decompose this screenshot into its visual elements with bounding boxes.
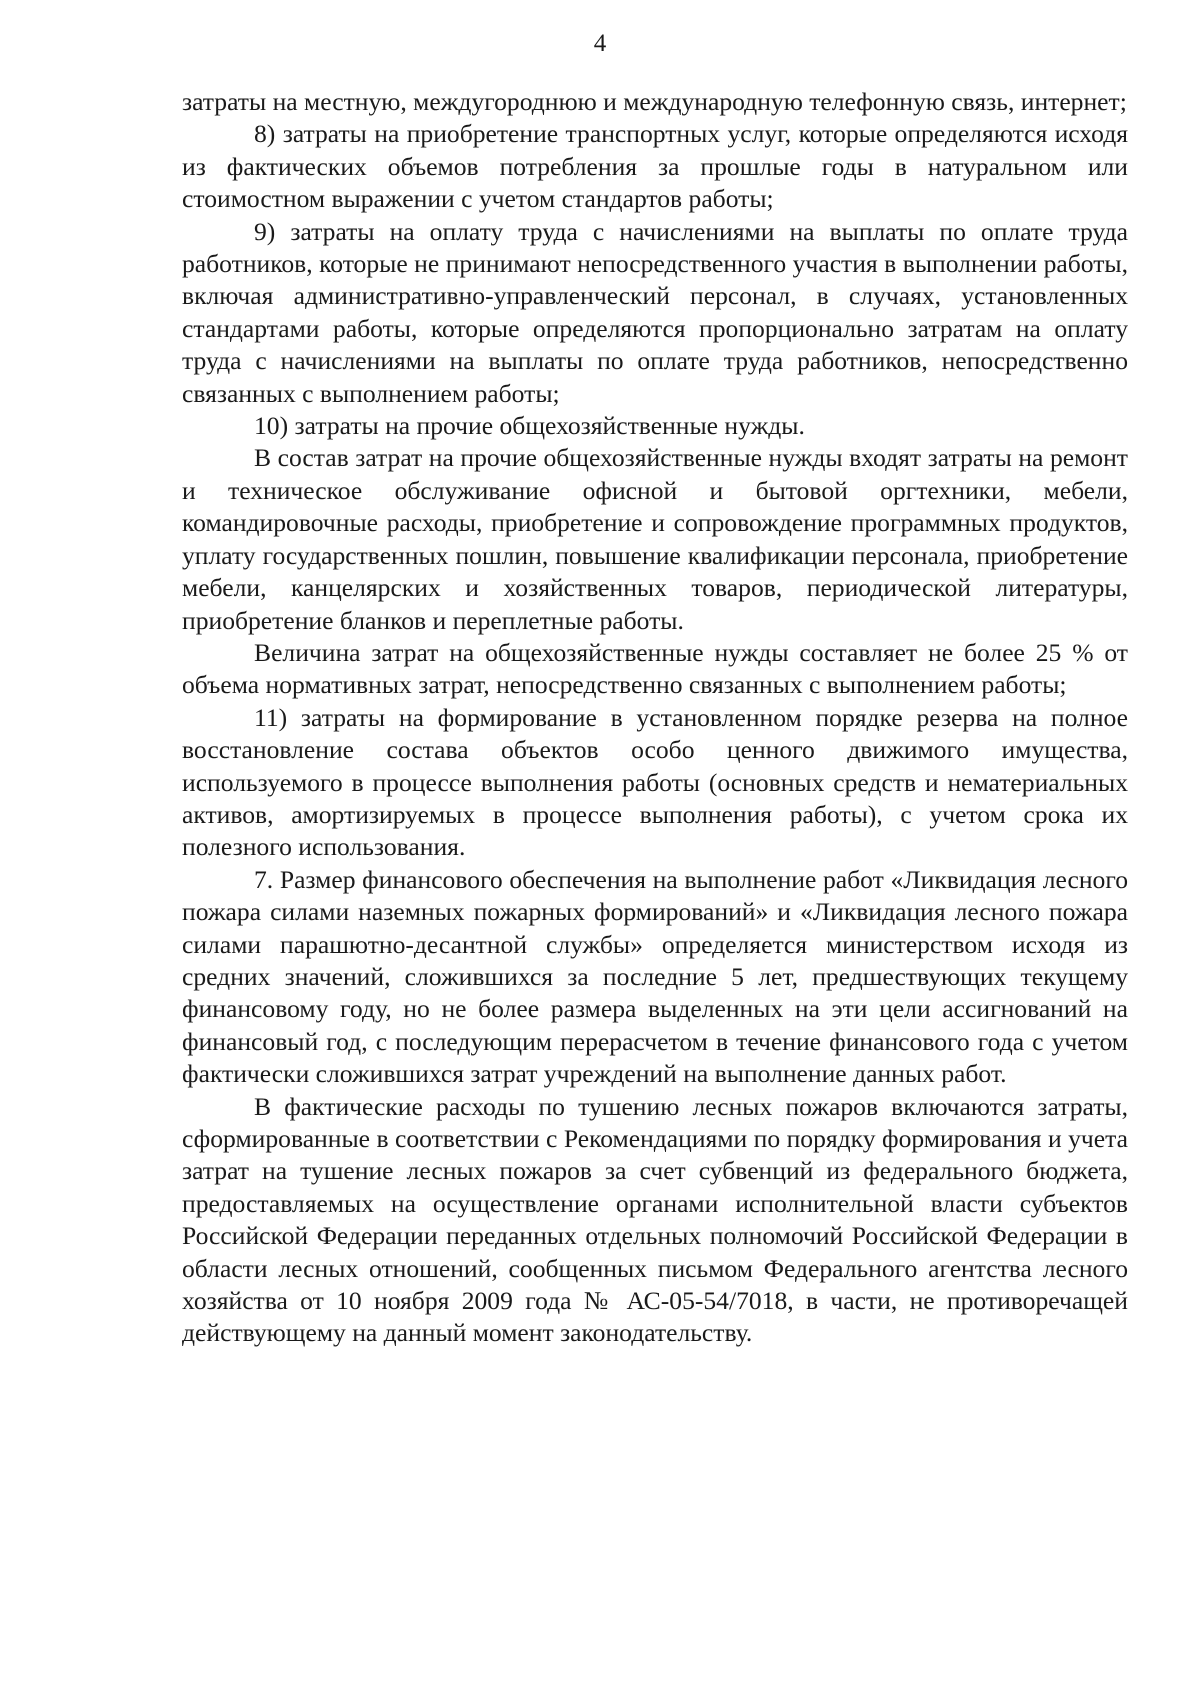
paragraph-item-9: 9) затраты на оплату труда с начислениями на выплаты по оплате труда работников, которые не принимают непосредственного участия в выполнении работы, включая административно-управленческий персонал, в случаях, установленных стандартами работы, которые определяются пропорционально затратам на оплату труда с начислениями на выплаты по оплате труда работников, непосредственно связанных с выполнением работы; <box>182 216 1128 408</box>
paragraph-telephony-costs: затраты на местную, междугороднюю и международную телефонную связь, интернет; <box>182 87 1127 116</box>
paragraph-item-8: 8) затраты на приобретение транспортных услуг, которые определяются исходя из фактических объемов потребления за прошлые годы в натуральном или стоимостном выражении с учетом стандартов работы; <box>182 119 1128 214</box>
document-body <box>182 86 1128 1350</box>
paragraph-section-7: 7. Размер финансового обеспечения на выполнение работ «Ликвидация лесного пожара силами наземных пожарных формирований» и «Ликвидация лесного пожара силами парашютно-десантной службы» определяется министерством исходя из средних значений, сложившихся за последние 5 лет, предшествующих текущему финансовому году, но не более размера выделенных на эти цели ассигнований на финансовый год, с последующим перерасчетом в течение финансового года с учетом фактически сложившихся затрат учреждений на выполнение данных работ. <box>182 864 1128 1089</box>
paragraph-actual-fire-costs: В фактические расходы по тушению лесных пожаров включаются затраты, сформированные в соответствии с Рекомендациями по порядку формирования и учета затрат на тушение лесных пожаров за счет субвенций из федерального бюджета, предоставляемых на осуществление органами исполнительной власти субъектов Российской Федерации переданных отдельных полномочий Российской Федерации в области лесных отношений, сообщенных письмом Федерального агентства лесного хозяйства от 10 ноября 2009 года № АС-05-54/7018, в части, не противоречащей действующему на данный момент законодательству. <box>182 1091 1128 1348</box>
page-number: 4 <box>593 30 607 57</box>
paragraph-general-costs-composition: В состав затрат на прочие общехозяйственные нужды входят затраты на ремонт и техническое обслуживание офисной и бытовой оргтехники, мебели, командировочные расходы, приобретение и сопровождение программных продуктов, уплату государственных пошлин, повышение квалификации персонала, приобретение мебели, канцелярских и хозяйственных товаров, периодической литературы, приобретение бланков и переплетные работы. <box>182 443 1128 635</box>
paragraph-item-11: 11) затраты на формирование в установленном порядке резерва на полное восстановление состава объектов особо ценного движимого имущества, используемого в процессе выполнения работы (основных средств и нематериальных активов, амортизируемых в процессе выполнения работы), с учетом срока их полезного использования. <box>182 702 1128 862</box>
paragraph-general-costs-limit: Величина затрат на общехозяйственные нужды составляет не более 25 % от объема нормативных затрат, непосредственно связанных с выполнением работы; <box>182 637 1128 700</box>
paragraph-item-10: 10) затраты на прочие общехозяйственные нужды. <box>254 411 805 441</box>
